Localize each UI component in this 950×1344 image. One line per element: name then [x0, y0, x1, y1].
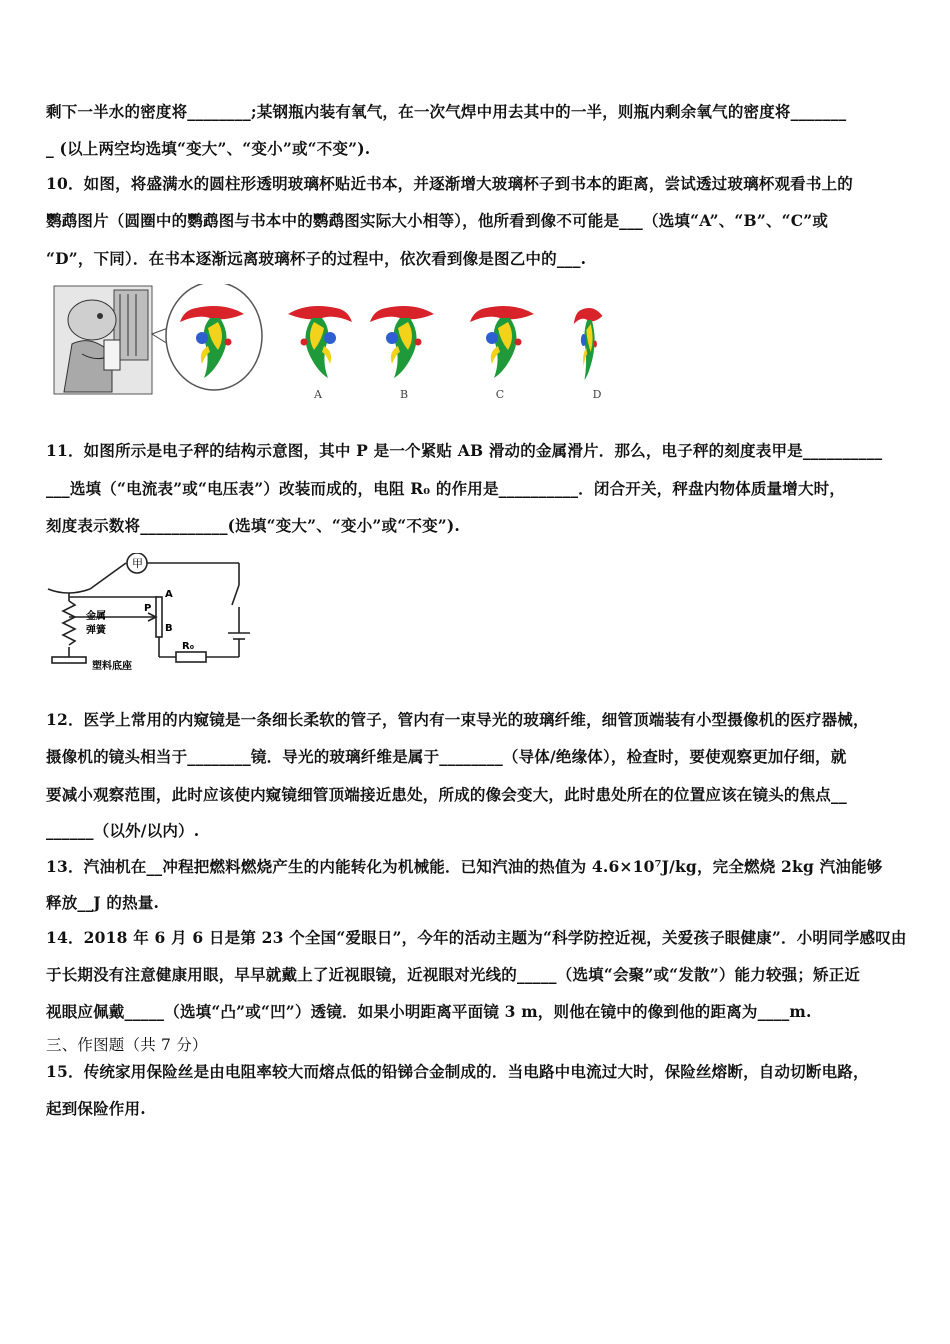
point-b-label: B — [165, 623, 173, 634]
q12-line-3: 要减小观察范围，此时应该使内窥镜细管顶端接近患处，所成的像会变大，此时患处所在的位置应该在镜头的焦点__ — [46, 785, 847, 804]
q15-line-1: 15．传统家用保险丝是由电阻率较大而熔点低的铅锑合金制成的．当电路中电流过大时，保险丝熔断，自动切断电路， — [46, 1062, 869, 1081]
q11-line-2: ___选填（“电流表”或“电压表”）改装而成的，电阻 R₀ 的作用是__________．闭合开关，秤盘内物体质量增大时， — [46, 479, 846, 498]
option-label-b: B — [399, 388, 409, 401]
q10-line-1: 10．如图，将盛满水的圆柱形透明玻璃杯贴近书本，并逐渐增大玻璃杯子到书本的距离，尝试透过玻璃杯观看书上的 — [46, 174, 853, 193]
q11-line-3: 刻度表示数将___________(选填“变大”、“变小”或“不变”). — [46, 516, 461, 535]
parrot-c — [470, 306, 534, 378]
parrot-b — [370, 306, 434, 378]
q10-line-2: 鹦鹉图片（圆圈中的鹦鹉图与书本中的鹦鹉图实际大小相等），他所看到像不可能是___（选填“A”、“B”、“C”或 — [46, 211, 829, 230]
option-label-a: A — [314, 388, 322, 401]
q10-line-3: “D”，下同）．在书本逐渐远离玻璃杯子的过程中，依次看到像是图乙中的___. — [46, 249, 587, 268]
q14-line-3: 视眼应佩戴_____（选填“凸”或“凹”）透镜．如果小明距离平面镜 3 m，则他在镜中的像到他的距离为____m. — [46, 1002, 812, 1021]
q15-line-2: 起到保险作用. — [46, 1099, 146, 1118]
meter-label: 甲 — [132, 557, 143, 570]
plastic-base — [52, 657, 86, 663]
q11-circuit-diagram — [44, 553, 254, 671]
q9-line-1: 剩下一半水的密度将________;某钢瓶内装有氧气，在一次气焊中用去其中的一半，则瓶内剩余氧气的密度将_______ — [46, 102, 847, 121]
scale-pan — [48, 589, 90, 593]
q13-line-1: 13．汽油机在__冲程把燃料燃烧产生的内能转化为机械能．已知汽油的热值为 4.6×10⁷J/kg，完全燃烧 2kg 汽油能够 — [46, 857, 883, 876]
switch — [232, 585, 239, 605]
r0-label: R₀ — [182, 641, 195, 652]
parrot-original — [180, 306, 244, 378]
slider-p-label: P — [144, 603, 152, 614]
resistor-r0 — [176, 652, 206, 662]
metal-spring — [63, 601, 75, 645]
parrot-images — [52, 284, 622, 404]
q12-line-4: ______（以外/以内）. — [46, 821, 200, 840]
q9-line-2: _ (以上两空均选填“变大”、“变小”或“不变”). — [46, 139, 371, 158]
q13-line-2: 释放__J 的热量. — [46, 893, 160, 912]
q14-line-2: 于长期没有注意健康用眼，早早就戴上了近视眼镜，近视眼对光线的_____（选填“会聚”或“发散”）能力较强；矫正近 — [46, 965, 861, 984]
parrot-d — [574, 308, 603, 380]
spring-label-2: 弹簧 — [86, 625, 106, 636]
q14-line-1: 14．2018 年 6 月 6 日是第 23 个全国“爱眼日”，今年的活动主题为“科学防控近视，关爱孩子眼健康”．小明同学感叹由 — [46, 928, 907, 947]
q12-line-1: 12．医学上常用的内窥镜是一条细长柔软的管子，管内有一束导光的玻璃纤维，细管顶端装有小型摄像机的医疗器械， — [46, 710, 869, 729]
option-label-c: C — [495, 388, 505, 401]
q11-line-1: 11．如图所示是电子秤的结构示意图，其中 P 是一个紧贴 AB 滑动的金属滑片．那么，电子秤的刻度表甲是__________ — [46, 441, 883, 460]
point-a-label: A — [165, 589, 173, 600]
base-label: 塑料底座 — [92, 661, 132, 671]
q12-line-2: 摄像机的镜头相当于________镜．导光的玻璃纤维是属于________（导体/绝缘体），检查时，要使观察更加仔细，就 — [46, 747, 847, 766]
option-label-d: D — [592, 388, 602, 401]
parrot-a — [288, 306, 352, 378]
section-3-title: 三、作图题（共 7 分） — [46, 1036, 208, 1054]
spring-label-1: 金属 — [86, 611, 106, 622]
